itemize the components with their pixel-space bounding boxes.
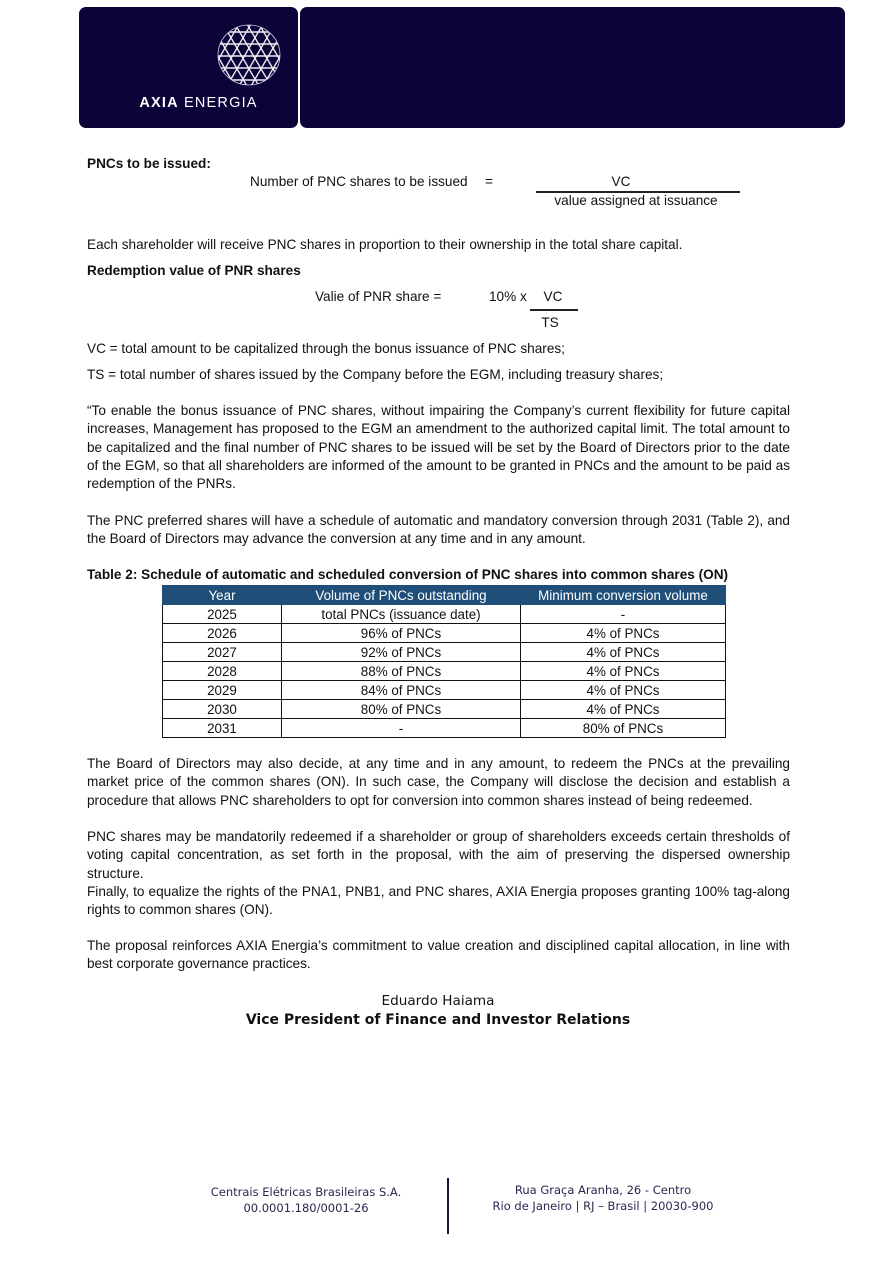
- cell-min-conversion: 4% of PNCs: [521, 681, 726, 700]
- column-header-volume-outstanding: Volume of PNCs outstanding: [282, 586, 521, 605]
- cell-min-conversion: -: [521, 605, 726, 624]
- formula-numerator: VC: [611, 174, 631, 189]
- pnr-formula-denominator: TS: [541, 315, 559, 330]
- footer-cnpj: 00.0001.180/0001-26: [243, 1201, 369, 1215]
- cell-min-conversion: 4% of PNCs: [521, 624, 726, 643]
- cell-volume: 80% of PNCs: [282, 700, 521, 719]
- footer-company-name: Centrais Elétricas Brasileiras S.A.: [210, 1185, 402, 1199]
- cell-year: 2026: [163, 624, 282, 643]
- paragraph-tag-along: Finally, to equalize the rights of the PNA1, PNB1, and PNC shares, AXIA Energia proposes granting 100% tag-along rights to common shares (ON).: [87, 884, 790, 918]
- footer-city: Rio de Janeiro | RJ – Brasil | 20030-900: [492, 1199, 714, 1213]
- cell-volume: 88% of PNCs: [282, 662, 521, 681]
- table-row: [163, 605, 726, 624]
- pnc-note: Each shareholder will receive PNC shares in proportion to their ownership in the total share capital.: [87, 237, 683, 252]
- table-row: [163, 719, 726, 738]
- definition-vc: VC = total amount to be capitalized through the bonus issuance of PNC shares;: [87, 341, 565, 356]
- table-row: [163, 643, 726, 662]
- conversion-schedule-table: [162, 585, 726, 738]
- cell-min-conversion: 4% of PNCs: [521, 700, 726, 719]
- geodesic-globe-icon: [213, 24, 281, 86]
- cell-min-conversion: 80% of PNCs: [521, 719, 726, 738]
- cell-year: 2030: [163, 700, 282, 719]
- cell-year: 2029: [163, 681, 282, 700]
- cell-year: 2025: [163, 605, 282, 624]
- footer-divider: [447, 1178, 449, 1234]
- signatory-name: Eduardo Haiama: [381, 993, 495, 1009]
- formula-equals: =: [485, 174, 493, 189]
- cell-volume: 84% of PNCs: [282, 681, 521, 700]
- cell-volume: total PNCs (issuance date): [282, 605, 521, 624]
- paragraph-conversion-schedule: The PNC preferred shares will have a schedule of automatic and mandatory conversion through 2031 (Table 2), and the Board of Directors may advance the conversion at any time and in any amount.: [87, 513, 790, 547]
- column-header-min-conversion: Minimum conversion volume: [521, 586, 726, 605]
- paragraph-capital-limit: “To enable the bonus issuance of PNC shares, without impairing the Company’s current flexibility for future capital increases, Management has proposed to the EGM an amendment to the authorized capital limit. The total amount to be capitalized and the final number of PNC shares to be issued will be set by the Board of Directors prior to the date of the EGM, so that all shareholders are informed of the amount to be granted in PNCs and the amount to be paid as redemption of the PNRs.: [87, 403, 790, 492]
- header-banner-logo: [79, 7, 298, 128]
- pnr-formula-lhs: Valie of PNR share =: [315, 289, 442, 304]
- formula-denominator: value assigned at issuance: [554, 193, 718, 208]
- brand-wordmark: [79, 95, 298, 111]
- cell-volume: 92% of PNCs: [282, 643, 521, 662]
- footer-address: [478, 1182, 728, 1214]
- table-header-row: [163, 586, 726, 605]
- pnr-formula-numerator: VC: [543, 289, 563, 304]
- footer-company: [196, 1184, 416, 1216]
- cell-volume: -: [282, 719, 521, 738]
- formula-lhs: Number of PNC shares to be issued: [250, 174, 468, 189]
- pnr-formula-multiplier: 10% x: [489, 289, 527, 304]
- cell-year: 2028: [163, 662, 282, 681]
- definition-ts: TS = total number of shares issued by the Company before the EGM, including treasury shares;: [87, 367, 664, 382]
- paragraph-mandatory-redemption: PNC shares may be mandatorily redeemed if a shareholder or group of shareholders exceeds certain thresholds of voting capital concentration, as set forth in the proposal, with the aim of preserving the dispersed ownership structure.: [87, 829, 790, 881]
- brand-bold: AXIA: [139, 95, 179, 111]
- footer-street: Rua Graça Aranha, 26 - Centro: [514, 1183, 692, 1197]
- cell-volume: 96% of PNCs: [282, 624, 521, 643]
- signatory-title: Vice President of Finance and Investor Relations: [245, 1012, 631, 1028]
- table-row: [163, 681, 726, 700]
- header-banner: [300, 7, 845, 128]
- pnr-fraction-bar: [530, 309, 578, 311]
- section-heading-pnc: PNCs to be issued:: [87, 156, 211, 171]
- table-row: [163, 662, 726, 681]
- cell-min-conversion: 4% of PNCs: [521, 662, 726, 681]
- table-row: [163, 700, 726, 719]
- cell-min-conversion: 4% of PNCs: [521, 643, 726, 662]
- column-header-year: Year: [163, 586, 282, 605]
- brand-regular: ENERGIA: [184, 95, 258, 111]
- paragraph-commitment: The proposal reinforces AXIA Energia’s commitment to value creation and disciplined capital allocation, in line with best corporate governance practices.: [87, 938, 790, 972]
- table-row: [163, 624, 726, 643]
- paragraph-redemption-market: The Board of Directors may also decide, at any time and in any amount, to redeem the PNCs at the prevailing market price of the common shares (ON). In such case, the Company will disclose the decision and establish a procedure that allows PNC shareholders to opt for conversion into common shares instead of being redeemed.: [87, 756, 790, 808]
- section-heading-pnr: Redemption value of PNR shares: [87, 263, 301, 278]
- cell-year: 2027: [163, 643, 282, 662]
- cell-year: 2031: [163, 719, 282, 738]
- table-caption: Table 2: Schedule of automatic and scheduled conversion of PNC shares into common shares (ON): [87, 567, 729, 582]
